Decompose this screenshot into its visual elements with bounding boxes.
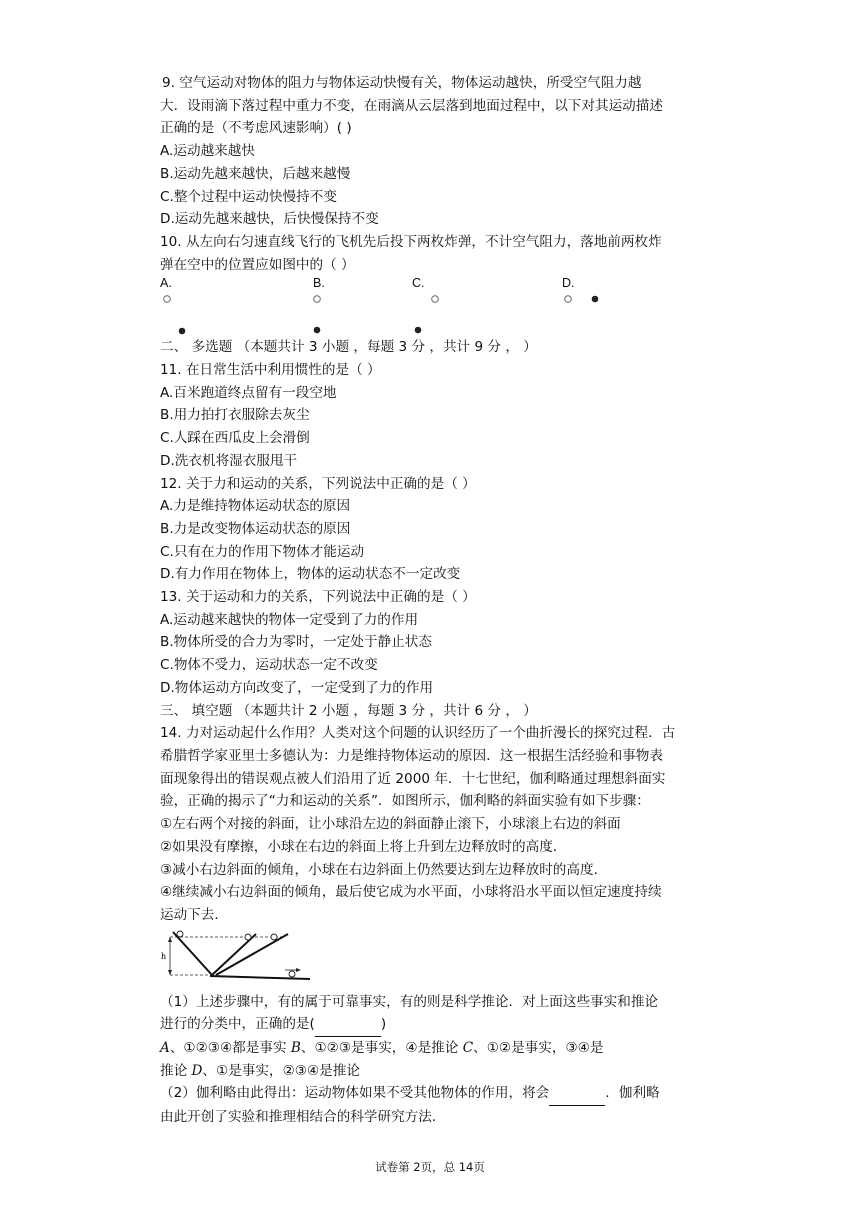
q14-step-3: ③减小右边斜面的倾角，小球在右边斜面上仍然要达到左边释放时的高度． [160, 861, 608, 878]
q10-bomb-position-figures [160, 276, 735, 336]
q10-option-a-label: A. [160, 276, 172, 291]
q13-option-d: D.物体运动方向改变了，一定受到了力的作用 [160, 679, 434, 696]
question-9 [160, 72, 735, 231]
q12-stem: 12. 关于力和运动的关系，下列说法中正确的是（ ） [160, 475, 476, 492]
q14-sub1-line-1: （1）上述步骤中，有的属于可靠事实，有的则是科学推论．对上面这些事实和推论 [160, 993, 659, 1010]
q9-option-b: B.运动先越来越快，后越来越慢 [160, 165, 351, 182]
question-13 [160, 586, 735, 700]
motion-arrow-icon [296, 968, 301, 972]
q14-choice-c-continued: 推论 [160, 1062, 192, 1079]
q14-sub1-line-2 [160, 1013, 735, 1037]
q14-sub1-answer-blank[interactable] [315, 1013, 381, 1037]
q14-sub1-close-paren: ) [380, 1016, 387, 1033]
q14-choice-c-text: 、①②是事实，③④是 [473, 1040, 604, 1057]
q11-option-b: B.用力拍打衣服除去灰尘 [160, 407, 310, 424]
q14-choices-line-1 [160, 1037, 735, 1060]
section-3-heading: 三、 填空题 （本题共计 2 小题 ，每题 3 分 ，共计 6 分 ， ） [160, 702, 537, 719]
incline-experiment-figure [160, 929, 310, 985]
q14-sub1-line-2-text: 进行的分类中，正确的是( [160, 1016, 315, 1033]
q14-sub2-line-2: 由此开创了实验和推理相结合的科学研究方法． [160, 1109, 446, 1126]
q14-choice-b-text: 、①②③是事实，④是推论 [300, 1040, 463, 1057]
q14-stem-line-4: 验，正确的揭示了“力和运动的关系”．如图所示，伽利略的斜面实验有如下步骤： [160, 793, 650, 810]
question-11 [160, 359, 735, 473]
q12-option-a: A.力是维持物体运动状态的原因 [160, 498, 351, 515]
page-footer: 试卷第 2页，总 14页 [375, 1160, 485, 1174]
q10-b-hollow-bomb [314, 296, 321, 303]
q9-stem-line-3: 正确的是（不考虑风速影响）( ) [160, 120, 352, 137]
q11-option-d: D.洗衣机将湿衣服甩干 [160, 452, 298, 469]
q14-choice-d-letter: D [191, 1062, 203, 1079]
q10-option-d-label: D. [562, 276, 575, 291]
q13-stem: 13. 关于运动和力的关系，下列说法中正确的是（ ） [160, 589, 476, 606]
q12-option-b: B.力是改变物体运动状态的原因 [160, 520, 351, 537]
question-12 [160, 473, 735, 587]
left-incline [173, 932, 212, 975]
horizontal-plane [210, 976, 310, 979]
q10-d-hollow-bomb [565, 296, 572, 303]
q14-sub2-answer-blank[interactable] [549, 1082, 605, 1106]
ball-horizontal [289, 971, 295, 977]
q9-stem-line-1: 9. 空气运动对物体的阻力与物体运动快慢有关，物体运动越快，所受空气阻力越 [162, 75, 642, 91]
q10-options [160, 276, 735, 336]
q14-choice-b-letter: B [290, 1040, 301, 1057]
q12-option-c: C.只有在力的作用下物体才能运动 [160, 543, 365, 560]
q10-option-b-label: B. [313, 276, 325, 291]
ball-shallow-incline [271, 934, 277, 940]
q14-choice-c-letter: C [462, 1040, 474, 1057]
ball-start [177, 931, 183, 937]
q14-sub2-text-end: ．伽利略 [605, 1085, 660, 1102]
q14-sub2-text: （2）伽利略由此得出：运动物体如果不受其他物体的作用，将会 [160, 1085, 550, 1102]
q9-option-d: D.运动先越来越快，后快慢保持不变 [160, 211, 379, 228]
q13-option-b: B.物体所受的合力为零时，一定处于静止状态 [160, 634, 432, 651]
height-arrow-up-icon [168, 937, 172, 942]
q12-option-d: D.有力作用在物体上，物体的运动状态不一定改变 [160, 566, 461, 583]
q14-choice-d-text: 、①是事实，②③④是推论 [202, 1062, 360, 1079]
q14-sub2-line-1 [160, 1082, 735, 1106]
q10-d-solid-bomb [592, 296, 599, 303]
section-2-heading: 二、 多选题 （本题共计 3 小题 ，每题 3 分 ，共计 9 分 ， ） [160, 339, 537, 356]
q14-step-4: ④继续减小右边斜面的倾角，最后使它成为水平面，小球将沿水平面以恒定速度持续 [160, 884, 662, 901]
q14-choice-a-text: 、①②③④都是事实 [169, 1040, 291, 1057]
q14-step-2: ②如果没有摩擦，小球在右边的斜面上将上升到左边释放时的高度． [160, 838, 567, 855]
q10-a-solid-bomb [179, 328, 186, 335]
q9-option-c: C.整个过程中运动快慢持不变 [160, 188, 337, 205]
q14-choices-line-2 [160, 1060, 735, 1083]
question-10 [160, 231, 735, 336]
height-arrow-down-icon [168, 970, 172, 975]
q10-stem-line-2: 弹在空中的位置应如图中的（ ） [160, 256, 355, 273]
q13-option-c: C.物体不受力，运动状态一定不改变 [160, 657, 378, 674]
question-14 [160, 722, 735, 1129]
q10-c-hollow-bomb [432, 296, 439, 303]
q11-option-c: C.人踩在西瓜皮上会滑倒 [160, 430, 310, 447]
height-label: h [161, 951, 167, 961]
q10-stem-line-1: 10. 从左向右匀速直线飞行的飞机先后投下两枚炸弹，不计空气阻力，落地前两枚炸 [160, 233, 662, 250]
q11-stem: 11. 在日常生活中利用惯性的是（ ） [160, 362, 381, 379]
q14-choice-a-letter: A [160, 1040, 170, 1057]
page-content [160, 72, 735, 1129]
q14-stem-line-1: 14. 力对运动起什么作用？人类对这个问题的认识经历了一个曲折漫长的探究过程．古 [160, 725, 676, 742]
ball-steep-incline [245, 934, 251, 940]
q10-a-hollow-bomb [164, 296, 171, 303]
q14-stem-line-3: 面现象得出的错误观点被人们沿用了近 2000 年．十七世纪，伽利略通过理想斜面实 [160, 770, 666, 787]
q14-step-4-continued: 运动下去． [160, 906, 228, 923]
q14-stem-line-2: 希腊哲学家亚里士多德认为：力是维持物体运动的原因．这一根据生活经验和事物表 [160, 747, 663, 764]
q13-option-a: A.运动越来越快的物体一定受到了力的作用 [160, 611, 419, 628]
right-incline-shallow [216, 934, 288, 975]
q10-b-solid-bomb [314, 327, 321, 334]
q11-option-a: A.百米跑道终点留有一段空地 [160, 384, 337, 401]
q10-c-solid-bomb [415, 327, 422, 334]
q14-incline-figure-wrap [160, 929, 735, 991]
q14-step-1: ①左右两个对接的斜面，让小球沿左边的斜面静止滚下，小球滚上右边的斜面 [160, 816, 621, 833]
q10-option-c-label: C. [412, 276, 425, 291]
q9-stem-line-2: 大．设雨滴下落过程中重力不变，在雨滴从云层落到地面过程中，以下对其运动描述 [160, 97, 663, 114]
q9-option-a: A.运动越来越快 [160, 143, 255, 160]
